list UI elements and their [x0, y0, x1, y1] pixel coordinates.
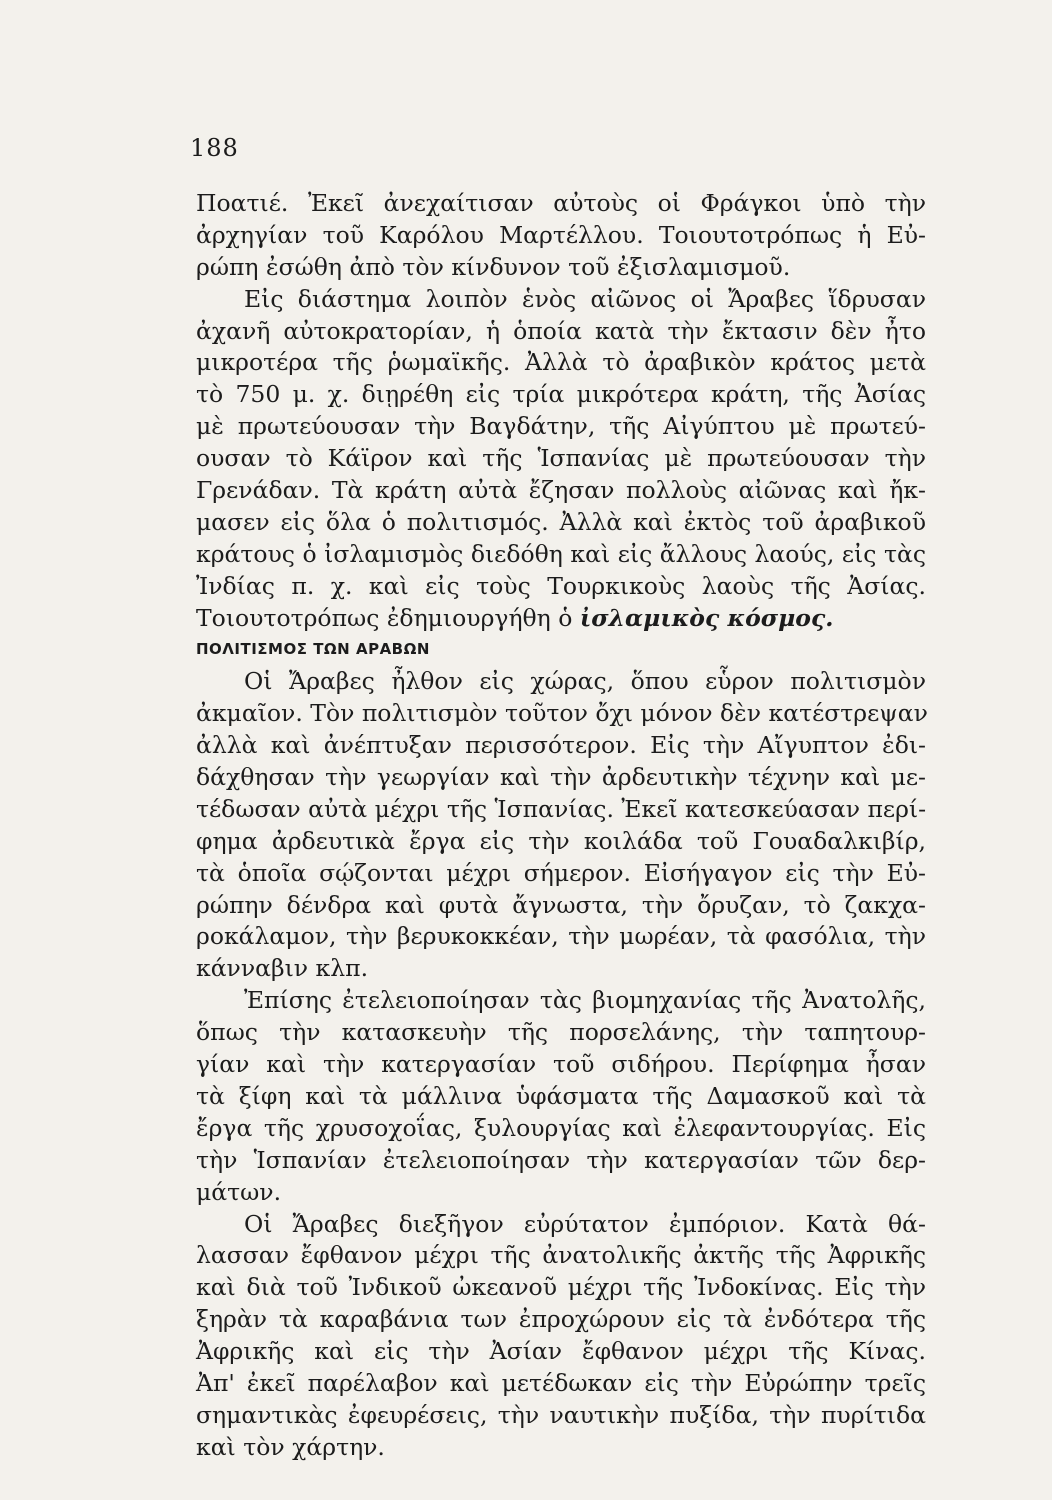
text-line: ἀρχηγίαν τοῦ Καρόλου Μαρτέλλου. Τοιουτοτρόπως ἡ Εὐ- — [196, 220, 926, 249]
text-line: καὶ διὰ τοῦ Ἰνδικοῦ ὠκεανοῦ μέχρι τῆς Ἰνδοκίνας. Εἰς τὴν — [196, 1273, 926, 1302]
text-line-emphasis — [196, 603, 926, 635]
text-line: τὰ ξίφη καὶ τὰ μάλλινα ὑφάσματα τῆς Δαμασκοῦ καὶ τὰ — [196, 1081, 926, 1110]
page-number: 188 — [190, 134, 239, 162]
text-line: γίαν καὶ τὴν κατεργασίαν τοῦ σιδήρου. Περίφημα ἦσαν — [196, 1050, 926, 1079]
text-line: Ἐπίσης ἐτελειοποίησαν τὰς βιομηχανίας τῆς Ἀνατολῆς, — [244, 986, 926, 1015]
text-line: Εἰς διάστημα λοιπὸν ἑνὸς αἰῶνος οἱ Ἄραβες ἵδρυσαν — [244, 284, 926, 313]
text-line: Ἀφρικῆς καὶ εἰς τὴν Ἀσίαν ἔφθανον μέχρι τῆς Κίνας. — [196, 1337, 926, 1366]
body-text — [196, 188, 926, 1464]
text-line: ἀλλὰ καὶ ἀνέπτυξαν περισσότερον. Εἰς τὴν Αἴγυπτον ἐδι- — [196, 731, 926, 760]
text-line: δάχθησαν τὴν γεωργίαν καὶ τὴν ἀρδευτικὴν τέχνην καὶ με- — [196, 763, 926, 792]
text-line: καὶ τὸν χάρτην. — [196, 1432, 385, 1461]
text-line: σημαντικὰς ἐφευρέσεις, τὴν ναυτικὴν πυξίδα, τὴν πυρίτιδα — [196, 1400, 926, 1429]
text-line: μάτων. — [196, 1177, 282, 1206]
text-line: Ποατιέ. Ἐκεῖ ἀνεχαίτισαν αὐτοὺς οἱ Φράγκοι ὑπὸ τὴν — [196, 189, 926, 217]
text-line: μικροτέρα τῆς ῥωμαϊκῆς. Ἀλλὰ τὸ ἀραβικὸν κράτος μετὰ — [196, 348, 926, 377]
text-line: μασεν εἰς ὅλα ὁ πολιτισμός. Ἀλλὰ καὶ ἐκτὸς τοῦ ἀραβικοῦ — [196, 507, 926, 536]
text-line: τὴν Ἱσπανίαν ἐτελειοποίησαν τὴν κατεργασίαν τῶν δερ- — [196, 1145, 926, 1174]
text-line: ἀκμαῖον. Τὸν πολιτισμὸν τοῦτον ὄχι μόνον δὲν κατέστρεψαν — [196, 699, 928, 728]
text-line: τὸ 750 μ. χ. διῃρέθη εἰς τρία μικρότερα κράτη, τῆς Ἀσίας — [196, 380, 926, 409]
section-heading: ΠΟΛΙΤΙΣΜΟΣ ΤΩΝ ΑΡΑΒΩΝ — [196, 640, 430, 659]
text-line: ουσαν τὸ Κάϊρον καὶ τῆς Ἱσπανίας μὲ πρωτεύουσαν τὴν — [196, 444, 926, 473]
text-line: ἀχανῆ αὐτοκρατορίαν, ἡ ὁποία κατὰ τὴν ἔκτασιν δὲν ἦτο — [196, 316, 926, 345]
text-line: φημα ἀρδευτικὰ ἔργα εἰς τὴν κοιλάδα τοῦ Γουαδαλκιβίρ, — [196, 826, 926, 855]
text-line: ροκάλαμον, τὴν βερυκοκκέαν, τὴν μωρέαν, τὰ φασόλια, τὴν — [196, 922, 926, 951]
text-line: ρώπη ἐσώθη ἀπὸ τὸν κίνδυνον τοῦ ἐξισλαμισμοῦ. — [196, 252, 791, 281]
text-line: κράτους ὁ ἰσλαμισμὸς διεδόθη καὶ εἰς ἄλλους λαούς, εἰς τὰς — [196, 539, 926, 568]
line-lead: Τοιουτοτρόπως ἐδημιουργήθη ὁ — [196, 603, 573, 632]
text-line: κάνναβιν κλπ. — [196, 954, 369, 983]
emphasis-term: ἰσλαμικὸς κόσμος. — [579, 603, 834, 632]
text-line: Ἀπ' ἐκεῖ παρέλαβον καὶ μετέδωκαν εἰς τὴν Εὐρώπην τρεῖς — [196, 1368, 926, 1397]
text-line: Γρενάδαν. Τὰ κράτη αὐτὰ ἔζησαν πολλοὺς αἰῶνας καὶ ἤκ- — [196, 476, 926, 505]
text-line: ξηρὰν τὰ καραβάνια των ἐπροχώρουν εἰς τὰ ἐνδότερα τῆς — [196, 1305, 926, 1334]
text-line: Ἰνδίας π. χ. καὶ εἰς τοὺς Τουρκικοὺς λαοὺς τῆς Ἀσίας. — [196, 571, 926, 600]
text-line: ρώπην δένδρα καὶ φυτὰ ἄγνωστα, τὴν ὄρυζαν, τὸ ζακχα- — [196, 890, 926, 919]
text-line: λασσαν ἔφθανον μέχρι τῆς ἀνατολικῆς ἀκτῆς τῆς Ἀφρικῆς — [196, 1241, 926, 1270]
text-line: ὅπως τὴν κατασκευὴν τῆς πορσελάνης, τὴν ταπητουρ- — [196, 1018, 926, 1047]
text-line: τὰ ὁποῖα σῴζονται μέχρι σήμερον. Εἰσήγαγον εἰς τὴν Εὐ- — [196, 858, 926, 887]
text-line: ἔργα τῆς χρυσοχοΐας, ξυλουργίας καὶ ἐλεφαντουργίας. Εἰς — [196, 1113, 926, 1142]
text-line: Οἱ Ἄραβες ἦλθον εἰς χώρας, ὅπου εὗρον πολιτισμὸν — [244, 667, 926, 696]
text-line: Οἱ Ἄραβες διεξῆγον εὐρύτατον ἐμπόριον. Κατὰ θά- — [244, 1209, 926, 1238]
text-line: τέδωσαν αὐτὰ μέχρι τῆς Ἱσπανίας. Ἐκεῖ κατεσκεύασαν περί- — [196, 794, 927, 823]
text-line: μὲ πρωτεύουσαν τὴν Βαγδάτην, τῆς Αἰγύπτου μὲ πρωτεύ- — [196, 412, 926, 441]
